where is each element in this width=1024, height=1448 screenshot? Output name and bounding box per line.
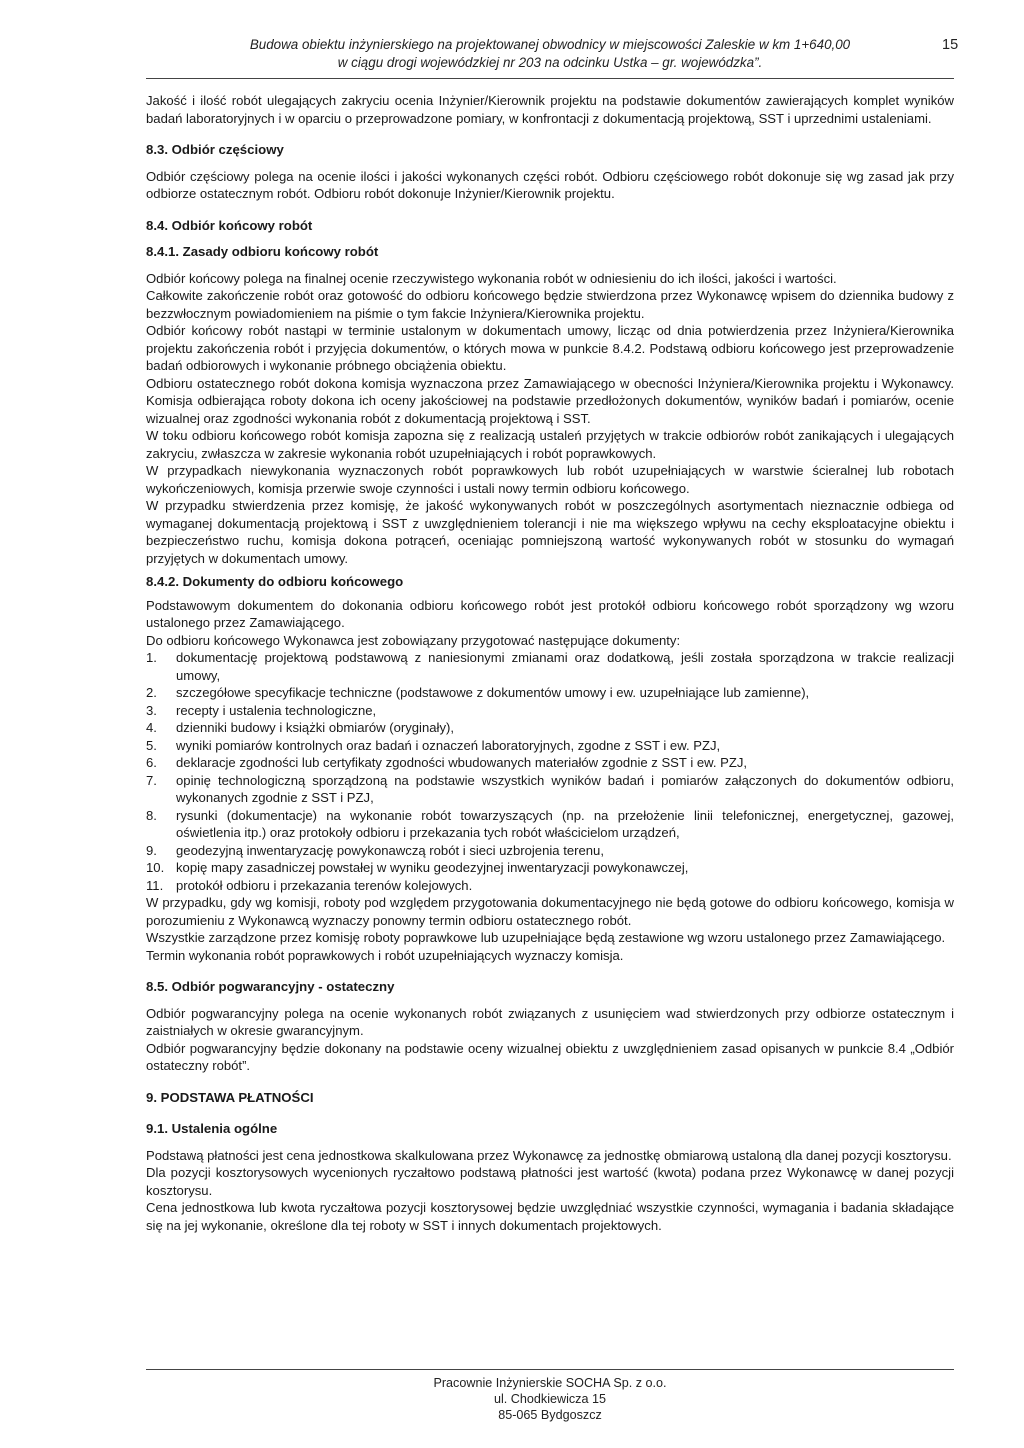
list-item-text: kopię mapy zasadniczej powstałej w wyniku geodezyjnej inwentaryzacji powykonawczej, (176, 860, 689, 875)
paragraph: Termin wykonania robót poprawkowych i robót uzupełniających wyznaczy komisja. (146, 947, 624, 963)
list-number: 7. (146, 772, 157, 788)
list-item-text: geodezyjną inwentaryzację powykonawczą robót i sieci uzbrojenia terenu, (176, 842, 604, 858)
list-item (146, 842, 954, 860)
footer-street: ul. Chodkiewicza 15 (493, 1392, 606, 1406)
header-title-line1: Budowa obiektu inżynierskiego na projektowanej obwodnicy w miejscowości Zaleskie w km 1+640,00 (249, 37, 851, 52)
paragraph: Do odbioru końcowego Wykonawca jest zobowiązany przygotować następujące dokumenty: (146, 632, 681, 648)
paragraph: Odbioru ostatecznego robót dokona komisja wyznaczona przez Zamawiającego w obecności Inżyniera/Kierownika projektu i Wykonawcy. Komisja odbierająca roboty dokona ich oceny jakościowej na podstawie przedłożonych dokumentów, wyników badań i pomiarów, ocenie wizualnej oraz zgodności wykonania robót z dokumentacją projektową i SST. (146, 375, 954, 426)
heading-8-4-2: 8.4.2. Dokumenty do odbioru końcowego (146, 574, 404, 589)
paragraph-8-3: Odbiór częściowy polega na ocenie ilości i jakości wykonanych części robót. Odbioru częściowego robót dokonuje się wg zasad jak przy odbiorze ostatecznym robót. Odbioru robót dokonuje Inżynier/Kierownik projektu. (146, 168, 954, 201)
documents-list (146, 649, 954, 894)
list-item (146, 877, 954, 895)
list-item-text: recepty i ustalenia technologiczne, (176, 702, 377, 718)
intro-paragraph: Jakość i ilość robót ulegających zakryciu ocenia Inżynier/Kierownik projektu na podstawie dokumentów zawierających komplet wyników badań laboratoryjnych i w oparciu o przeprowadzone pomiary, w konfrontacji z dokumentacją projektową, SST i uprzednimi ustaleniami. (146, 93, 954, 126)
list-item (146, 649, 954, 684)
paragraph: W przypadkach niewykonania wyznaczonych robót poprawkowych lub robót uzupełniających w warstwie ścieralnej lub robotach wykończeniowych, komisja przerwie swoje czynności i ustali nowy termin odbioru końcowego. (146, 463, 954, 496)
list-item (146, 702, 954, 720)
header-title-line2: w ciągu drogi wojewódzkiej nr 203 na odcinku Ustka – gr. wojewódzka”. (337, 54, 763, 70)
paragraph: W przypadku stwierdzenia przez komisję, że jakość wykonywanych robót w poszczególnych asortymentach nieznacznie odbiega od wymaganej dokumentacją projektową i SST z uwzględnieniem tolerancji i nie ma większego wpływu na cechy eksploatacyjne obiektu i bezpieczeństwo ruchu, komisja dokona potrąceń, oceniając pomniejszoną wartość wykonywanych robót w stosunku do wymagań przyjętych w dokumentach umowy. (146, 498, 954, 566)
list-item-text: protokół odbioru i przekazania terenów kolejowych. (176, 877, 473, 893)
paragraph: Odbiór końcowy robót nastąpi w terminie ustalonym w dokumentach umowy, licząc od dnia potwierdzenia przez Inżyniera/Kierownika projektu zakończenia robót i przyjęcia dokumentów, o których mowa w punkcie 8.4.2. Podstawą odbioru końcowego jest przeprowadzenie badań odbiorowych i wykonanie próbnego obciążenia obiektu. (146, 323, 954, 373)
heading-9: 9. PODSTAWA PŁATNOŚCI (146, 1089, 314, 1105)
heading-8-3: 8.3. Odbiór częściowy (146, 142, 284, 157)
paragraph: Odbiór końcowy polega na finalnej ocenie rzeczywistego wykonania robót w odniesieniu do ich ilości, jakości i wartości. (146, 270, 837, 286)
list-number: 3. (146, 702, 157, 718)
list-item-text: szczegółowe specyfikacje techniczne (podstawowe z dokumentów umowy i ew. uzupełniające lub zamienne), (176, 685, 810, 700)
page-footer (146, 1375, 954, 1423)
list-number: 5. (146, 737, 157, 753)
footer-company: Pracownie Inżynierskie SOCHA Sp. z o.o. (433, 1376, 667, 1390)
page-header (146, 36, 954, 71)
heading-8-5: 8.5. Odbiór pogwarancyjny - ostateczny (146, 979, 395, 994)
paragraph: Podstawą płatności jest cena jednostkowa skalkulowana przez Wykonawcę za jednostkę obmiarową ustaloną dla danej pozycji kosztorysu. (146, 1147, 952, 1163)
heading-9-1: 9.1. Ustalenia ogólne (146, 1121, 278, 1136)
page-number: 15 (942, 37, 959, 53)
list-number: 6. (146, 755, 157, 770)
list-number: 2. (146, 685, 157, 700)
list-number: 1. (146, 650, 157, 665)
header-divider (146, 78, 954, 79)
list-number: 11. (146, 877, 164, 893)
heading-8-4: 8.4. Odbiór końcowy robót (146, 217, 313, 233)
list-item (146, 772, 954, 807)
paragraph: Odbiór pogwarancyjny będzie dokonany na podstawie oceny wizualnej obiektu z uwzględnieniem zasad opisanych w punkcie 8.4 „Odbiór ostateczny robót”. (146, 1040, 954, 1073)
list-item (146, 719, 954, 737)
list-item-text: wyniki pomiarów kontrolnych oraz badań i oznaczeń laboratoryjnych, zgodne z SST i ew. PZJ, (176, 737, 721, 753)
list-number: 10. (146, 860, 165, 875)
paragraph: Całkowite zakończenie robót oraz gotowość do odbioru końcowego będzie stwierdzona przez Wykonawcę wpisem do dziennika budowy z bezzwłocznym powiadomieniem na piśmie o tym fakcie Inżyniera/Kierownika projektu. (146, 288, 954, 321)
document-body (146, 92, 954, 1234)
list-item-text: dokumentację projektową podstawową z naniesionymi zmianami oraz dodatkową, jeśli została sporządzona w trakcie realizacji umowy, (176, 650, 954, 683)
list-item (146, 684, 954, 702)
list-item (146, 807, 954, 842)
list-item-text: opinię technologiczną sporządzoną na podstawie wszystkich wyników badań i pomiarów załączonych do dokumentów odbioru, wykonanych zgodnie z SST i PZJ, (176, 772, 954, 805)
paragraph: Dla pozycji kosztorysowych wycenionych ryczałtowo podstawą płatności jest wartość (kwota) podana przez Wykonawcę w danej pozycji kosztorysu. (146, 1165, 954, 1198)
paragraph: Cena jednostkowa lub kwota ryczałtowa pozycji kosztorysowej będzie uwzględniać wszystkie czynności, wymagania i badania składające się na jej wykonanie, określone dla tej roboty w SST i innych dokumentach projektowych. (146, 1200, 954, 1233)
footer-divider (146, 1369, 954, 1370)
paragraph: W toku odbioru końcowego robót komisja zapozna się z realizacją ustaleń przyjętych w trakcie odbiorów robót zanikających i ulegających zakryciu, zwłaszcza w zakresie wykonania robót uzupełniających i robót poprawkowych. (146, 428, 954, 461)
paragraph: Podstawowym dokumentem do dokonania odbioru końcowego robót jest protokół odbioru końcowego robót sporządzony wg wzoru ustalonego przez Zamawiającego. (146, 597, 954, 630)
list-number: 8. (146, 807, 157, 823)
list-item (146, 754, 954, 772)
list-item (146, 737, 954, 755)
section-8-4-1-body (146, 270, 954, 568)
paragraph: Odbiór pogwarancyjny polega na ocenie wykonanych robót związanych z usunięciem wad stwierdzonych przy odbiorze ostatecznym i zaistniałych w okresie gwarancyjnym. (146, 1005, 954, 1038)
list-item (146, 859, 954, 877)
list-number: 9. (146, 842, 157, 858)
list-item-text: dzienniki budowy i książki obmiarów (oryginały), (176, 720, 454, 735)
list-number: 4. (146, 720, 157, 735)
footer-city: 85-065 Bydgoszcz (498, 1408, 602, 1422)
paragraph: Wszystkie zarządzone przez komisję roboty poprawkowe lub uzupełniające będą zestawione wg wzoru ustalonego przez Zamawiającego. (146, 930, 946, 945)
list-item-text: deklaracje zgodności lub certyfikaty zgodności wbudowanych materiałów zgodnie z SST i ew. PZJ, (176, 755, 748, 770)
list-item-text: rysunki (dokumentacje) na wykonanie robót towarzyszących (np. na przełożenie linii telefonicznej, energetycznej, gazowej, oświetlenia itp.) oraz protokoły odbioru i przekazania tych robót właścicielom urządzeń, (176, 807, 954, 840)
paragraph: W przypadku, gdy wg komisji, roboty pod względem przygotowania dokumentacyjnego nie będą gotowe do odbioru końcowego, komisja w porozumieniu z Wykonawcą wyznaczy ponowny termin odbioru ostatecznego robót. (146, 895, 954, 928)
heading-8-4-1: 8.4.1. Zasady odbioru końcowy robót (146, 244, 379, 259)
